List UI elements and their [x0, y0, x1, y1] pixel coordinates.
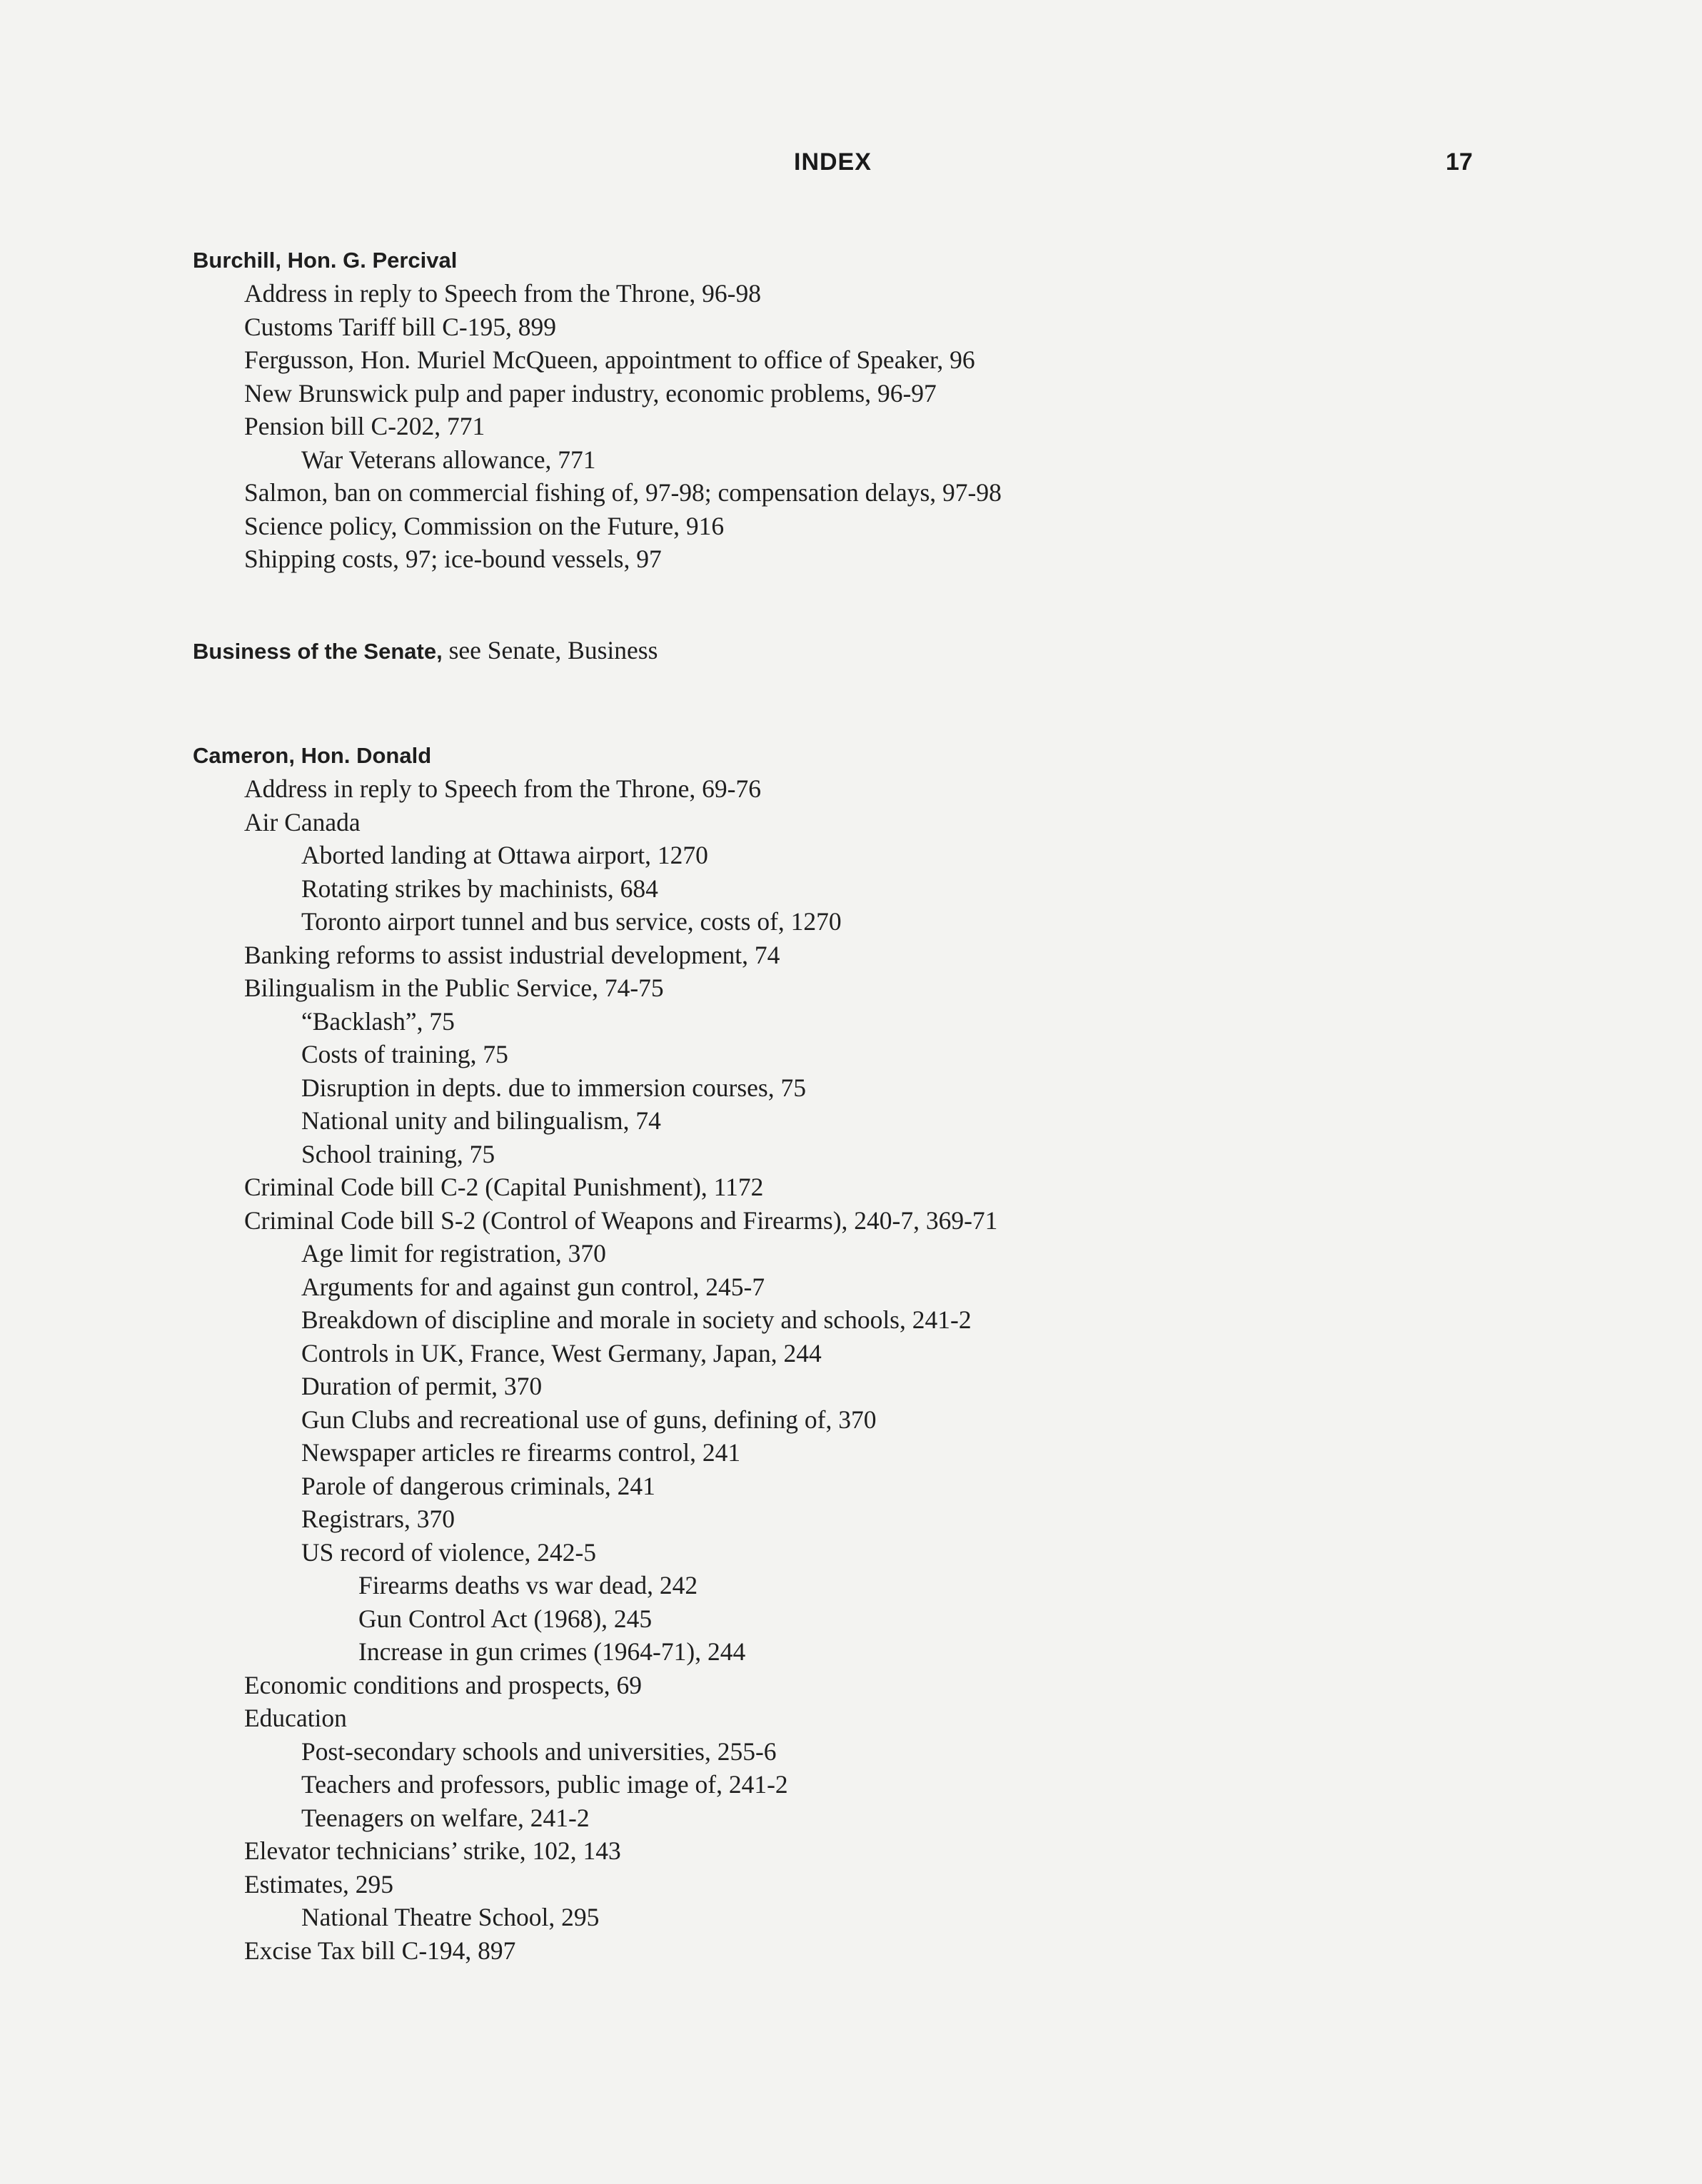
- index-entry-business-of-the-senate: [193, 634, 1621, 668]
- subentry: Air Canada: [244, 807, 361, 836]
- sub-subentry: Toronto airport tunnel and bus service, costs of, 1270: [301, 907, 842, 936]
- sub-subentry: Registrars, 370: [301, 1505, 455, 1533]
- sub-sub-subentry: Increase in gun crimes (1964-71), 244: [358, 1637, 746, 1666]
- sub-subentry: Age limit for registration, 370: [301, 1239, 606, 1268]
- index-entry-burchill: [193, 243, 1621, 576]
- sub-subentry: Breakdown of discipline and morale in society and schools, 241-2: [301, 1305, 972, 1334]
- entry-heading: Cameron, Hon. Donald: [193, 743, 432, 768]
- subentry: Salmon, ban on commercial fishing of, 97-98; compensation delays, 97-98: [244, 478, 1002, 507]
- subentry: Science policy, Commission on the Future, 916: [244, 511, 725, 540]
- sub-subentry: Controls in UK, France, West Germany, Japan, 244: [301, 1338, 822, 1367]
- page-number: 17: [1446, 148, 1473, 176]
- sub-subentry: Arguments for and against gun control, 245-7: [301, 1272, 765, 1301]
- sub-subentry: Disruption in depts. due to immersion courses, 75: [301, 1073, 806, 1102]
- sub-subentry: Teenagers on welfare, 241-2: [301, 1803, 590, 1832]
- entry-heading: Burchill, Hon. G. Percival: [193, 248, 458, 273]
- index-entry-cameron: [193, 738, 1621, 1967]
- sub-subentry: War Veterans allowance, 771: [301, 445, 596, 474]
- subentry: Bilingualism in the Public Service, 74-75: [244, 974, 664, 1002]
- subentry: Estimates, 295: [244, 1869, 394, 1899]
- subentry: Excise Tax bill C-194, 897: [244, 1936, 516, 1965]
- sub-subentry: US record of violence, 242-5: [301, 1537, 597, 1567]
- subentry: Fergusson, Hon. Muriel McQueen, appointment to office of Speaker, 96: [244, 345, 975, 374]
- sub-subentry: Costs of training, 75: [301, 1040, 508, 1068]
- sub-subentry: Parole of dangerous criminals, 241: [301, 1471, 655, 1500]
- sub-subentry: Rotating strikes by machinists, 684: [301, 874, 658, 903]
- sub-subentry: School training, 75: [301, 1139, 495, 1168]
- sub-subentry: Teachers and professors, public image of, 241-2: [301, 1770, 788, 1799]
- subentry: Criminal Code bill C-2 (Capital Punishment), 1172: [244, 1173, 764, 1201]
- see-cross-reference: see Senate, Business: [448, 636, 658, 664]
- running-head-title: INDEX: [794, 148, 872, 176]
- sub-sub-subentry: Gun Control Act (1968), 245: [358, 1604, 653, 1633]
- subentry: Shipping costs, 97; ice-bound vessels, 97: [244, 545, 662, 573]
- subentry: Banking reforms to assist industrial development, 74: [244, 940, 780, 969]
- subentry: Elevator technicians’ strike, 102, 143: [244, 1836, 621, 1865]
- entry-heading-line: [193, 738, 1621, 772]
- subentry: Customs Tariff bill C-195, 899: [244, 312, 557, 341]
- sub-sub-subentry: Firearms deaths vs war dead, 242: [358, 1571, 698, 1599]
- entry-heading-line: [193, 634, 1621, 668]
- sub-subentry: Post-secondary schools and universities, 255-6: [301, 1736, 777, 1766]
- subentry: Pension bill C-202, 771: [244, 412, 485, 440]
- subentry: Address in reply to Speech from the Throne, 69-76: [244, 774, 761, 803]
- subentry: Address in reply to Speech from the Throne, 96-98: [244, 279, 761, 308]
- entry-heading-line: [193, 243, 1621, 277]
- sub-subentry: Newspaper articles re firearms control, 241: [301, 1438, 741, 1467]
- sub-subentry: “Backlash”, 75: [301, 1006, 455, 1036]
- sub-subentry: Duration of permit, 370: [301, 1372, 543, 1400]
- sub-subentry: National unity and bilingualism, 74: [301, 1106, 661, 1135]
- sub-subentry: National Theatre School, 295: [301, 1903, 600, 1931]
- entry-heading: Business of the Senate,: [193, 639, 443, 664]
- subentry: Economic conditions and prospects, 69: [244, 1670, 643, 1699]
- sub-subentry: Aborted landing at Ottawa airport, 1270: [301, 841, 708, 869]
- subentry: Education: [244, 1704, 347, 1732]
- subentry: New Brunswick pulp and paper industry, economic problems, 96-97: [244, 378, 937, 408]
- subentry: Criminal Code bill S-2 (Control of Weapons and Firearms), 240-7, 369-71: [244, 1205, 998, 1235]
- sub-subentry: Gun Clubs and recreational use of guns, defining of, 370: [301, 1405, 877, 1434]
